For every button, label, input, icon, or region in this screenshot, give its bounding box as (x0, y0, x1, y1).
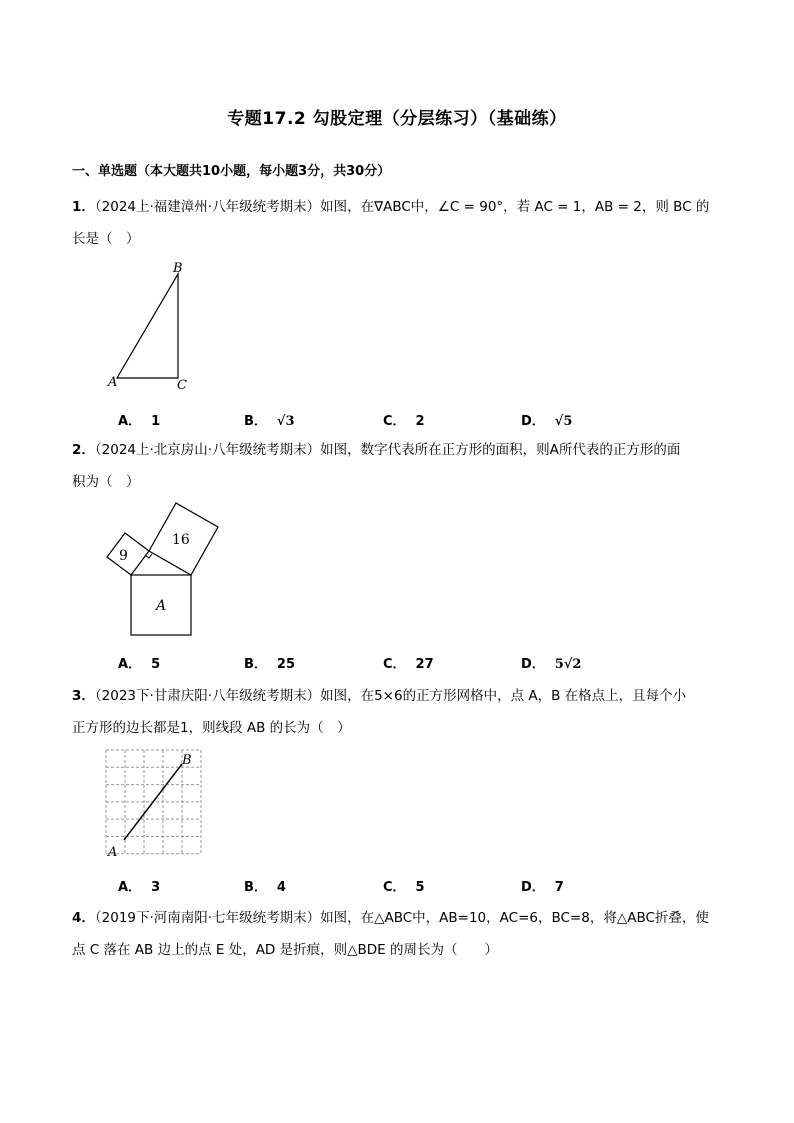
label-point-a: A (108, 845, 118, 860)
option-a[interactable]: A． 1 (118, 414, 161, 429)
option-a[interactable]: A． 5 (118, 657, 161, 672)
question-1-line1: 1．（2024上·福建漳州·八年级统考期末）如图，在∇ABC中，∠C = 90°，若 AC = 1，AB = 2，则 BC 的 (72, 199, 710, 215)
question-3 (72, 680, 722, 744)
label-area-9: 9 (119, 548, 128, 564)
option-c[interactable]: C． 2 (383, 414, 425, 429)
question-2-line2: 积为（ ） (72, 474, 140, 490)
label-point-c: C (177, 378, 187, 393)
option-a[interactable]: A． 3 (118, 880, 161, 895)
option-d[interactable]: D． √5 (521, 414, 573, 429)
label-point-b: B (173, 261, 183, 276)
question-2-line1: 2．（2024上·北京房山·八年级统考期末）如图，数字代表所在正方形的面积，则A所代表的正方形的面 (72, 442, 681, 458)
question-3-line1: 3．（2023下·甘肃庆阳·八年级统考期末）如图，在5×6的正方形网格中，点 A，B 在格点上，且每个小 (72, 688, 687, 704)
option-b[interactable]: B． 25 (244, 657, 296, 672)
option-c[interactable]: C． 27 (383, 657, 434, 672)
question-2 (72, 434, 722, 498)
question-3-options (0, 876, 794, 896)
option-c[interactable]: C． 5 (383, 880, 425, 895)
triangle-abc (117, 274, 178, 378)
question-2-options (0, 653, 794, 673)
option-d[interactable]: D． 7 (521, 880, 564, 895)
figure-grid (100, 746, 210, 862)
option-b[interactable]: B． 4 (244, 880, 286, 895)
option-d[interactable]: D． 5√2 (521, 657, 582, 672)
page-title: 专题17.2 勾股定理（分层练习）（基础练） (227, 109, 567, 129)
figure-right-triangle (100, 258, 200, 394)
figure-squares (100, 494, 230, 642)
square-9 (107, 533, 149, 575)
option-b[interactable]: B． √3 (244, 414, 295, 429)
question-1 (72, 191, 722, 255)
question-4 (72, 902, 722, 966)
question-3-line2: 正方形的边长都是1，则线段 AB 的长为（ ） (72, 720, 351, 736)
label-point-a: A (108, 375, 118, 390)
label-area-a: A (156, 598, 167, 614)
label-point-b: B (182, 753, 192, 768)
question-4-line1: 4．（2019下·河南南阳·七年级统考期末）如图，在△ABC中，AB=10，AC=6，BC=8，将△ABC折叠，使 (72, 910, 709, 926)
question-1-line2: 长是（ ） (72, 231, 140, 247)
section-heading: 一、单选题（本大题共10小题，每小题3分，共30分） (72, 164, 391, 179)
question-1-options (0, 410, 794, 430)
label-area-16: 16 (172, 532, 190, 548)
question-4-line2: 点 C 落在 AB 边上的点 E 处，AD 是折痕，则△BDE 的周长为（ ） (72, 942, 498, 958)
